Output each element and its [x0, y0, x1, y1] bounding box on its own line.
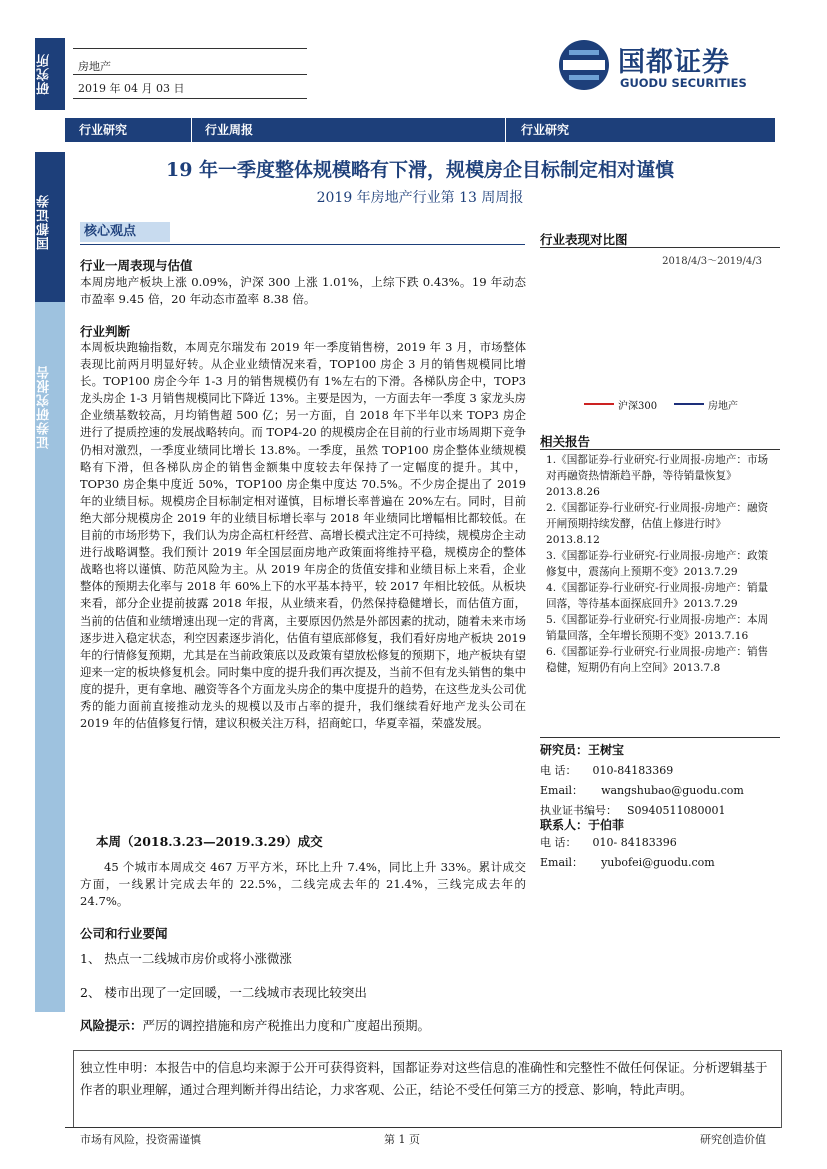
related-report-item: 4.《国都证券-行业研究-行业周报-房地产：销量回落，等待基本面探底回升》2013.7.29 [546, 582, 769, 610]
category-research-right: 行业研究 [521, 123, 570, 137]
side-strip-top [35, 38, 65, 110]
header-date: 2019 年 04 月 03 日 [78, 82, 185, 95]
report-subtitle: 2019 年房地产行业第 13 周周报 [316, 190, 524, 206]
chart-legend [584, 397, 744, 411]
news-item: 1、 热点一二线城市房价或将小涨微涨 [80, 951, 292, 966]
comparison-heading: 行业表现对比图 [540, 232, 628, 247]
judgment-heading: 行业判断 [80, 324, 131, 339]
related-report-item: 2.《国都证券-行业研究-行业周报-房地产：融资开闸预期持续发酵，估值上修进行时》2013.8.12 [546, 502, 769, 546]
header-rule-top [73, 48, 307, 49]
footer-rule [65, 1127, 780, 1128]
disclaimer-box [73, 1050, 782, 1128]
side-strip-bottom [35, 302, 65, 1012]
analyst-rule [540, 737, 780, 738]
risk-text: 严厉的调控措施和房产税推出力度和广度超出预期。 [142, 1018, 431, 1033]
related-report-list [546, 452, 778, 676]
logo-cn: 国都证券 [618, 47, 730, 78]
side-strip-top-label: 研究所 [37, 53, 52, 95]
legend-label-hs300: 沪深300 [618, 401, 658, 412]
legend-swatch-hs300 [584, 403, 614, 405]
comparison-rule [540, 247, 780, 248]
logo-en: GUODU SECURITIES [620, 76, 747, 90]
analyst-email-label: Email： [540, 784, 584, 797]
analyst-cert-label: 执业证书编号： [540, 804, 617, 817]
side-strip-bottom-label: 证券研究报告 [37, 365, 52, 449]
header-rule-bottom [73, 98, 307, 99]
comparison-chart-area [540, 268, 780, 393]
analyst-label: 研究员：王树宝 [540, 743, 625, 757]
side-strip-middle-label: 国都证券 [37, 194, 52, 250]
transactions-heading: 本周（2018.3.23—2019.3.29）成交 [96, 834, 323, 849]
disclaimer-text: 独立性申明：本报告中的信息均来源于公开可获得资料，国都证券对这些信息的准确性和完整性不做任何保证。分析逻辑基于作者的职业理解，通过合理判断并得出结论，力求客观、公正，结论不受任何第三方的授意、影响，特此声明。 [80, 1060, 768, 1097]
news-heading: 公司和行业要闻 [80, 926, 168, 941]
category-research: 行业研究 [79, 123, 128, 137]
core-view-rule [80, 244, 525, 245]
contact-email: yubofei@guodu.com [601, 856, 715, 869]
legend-label-realestate: 房地产 [708, 401, 738, 412]
related-report-item: 5.《国都证券-行业研究-行业周报-房地产：本周销量回落，全年增长预期不变》2013.7.16 [546, 614, 769, 642]
contact-email-label: Email： [540, 856, 584, 869]
footer-page: 第 1 页 [384, 1133, 420, 1146]
guodu-logo-icon [557, 38, 611, 92]
side-strip-middle [35, 152, 65, 302]
weekly-perf-heading: 行业一周表现与估值 [80, 258, 193, 273]
category-divider [191, 118, 192, 142]
analyst-details [540, 761, 780, 821]
core-view-label: 核心观点 [80, 222, 170, 242]
contact-phone: 010- 84183396 [592, 836, 677, 849]
footer-right: 研究创造价值 [700, 1133, 766, 1146]
analyst-email: wangshubao@guodu.com [601, 784, 744, 797]
analyst-cert: S0940511080001 [627, 804, 726, 817]
related-report-item: 6.《国都证券-行业研究-行业周报-房地产：销售稳健，短期仍有向上空间》2013.7.8 [546, 646, 769, 674]
category-bar [65, 118, 775, 142]
legend-swatch-realestate [674, 403, 704, 405]
chart-date-range: 2018/4/3～2019/4/3 [662, 256, 762, 267]
category-weekly: 行业周报 [205, 123, 254, 137]
analyst-phone-label: 电 话： [540, 764, 577, 777]
category-divider [505, 118, 506, 142]
risk-label: 风险提示： [80, 1018, 143, 1033]
risk-line [80, 1016, 430, 1034]
header-sector: 房地产 [78, 60, 111, 73]
contact-details [540, 833, 780, 873]
contact-phone-label: 电 话： [540, 836, 577, 849]
related-heading: 相关报告 [540, 434, 591, 449]
header-rule-middle [73, 74, 307, 75]
footer-left: 市场有风险，投资需谨慎 [80, 1133, 201, 1146]
related-report-item: 3.《国都证券-行业研究-行业周报-房地产：政策修复中，震荡向上预期不变》2013.7.29 [546, 550, 769, 578]
analyst-phone: 010-84183369 [592, 764, 674, 777]
judgment-text: 本周板块跑输指数，本周克尔瑞发布 2019 年一季度销售榜，2019 年 3 月，市场整体表现比前两月明显好转。从企业业绩情况来看，TOP100 房企 3 月的销售规模同比增长。TOP100 房企今年 1-3 月的销售规模仍有 1%左右的下滑。各梯队房企中，TOP3 龙头房企 1-3 月销售规模同比下降近 13%。主要是因为，一方面去年一季度 3 家龙头房企业绩基数较高，月均销售超 500 亿；另一方面，自 2018 年下半年以来 TOP3 房企进行了提质控速的发展战略转向。而 TOP4-20 的规模房企在目前的行业市场周期下竞争仍相对激烈，一季度业绩同比增长 13.8%。一季度，虽然 TOP100 房企整体业绩规模略有下滑，但各梯队房企的销售金额集中度较去年保持了一定幅度的提升。其中，TOP30 房企集中度近 50%，TOP100 房企集中度达 70.5%。不少房企提出了 2019 年的业绩目标。规模房企目标制定相对谨慎，目标增长率普遍在 20%左右。同时，目前绝大部分规模房企 2019 年的业绩目标增长率与 2018 年业绩同比增幅相比都较低。在目前的市场形势下，我们认为房企高杠杆经营、高增长模式注定不可持续，规模房企主动进行战略调整。我们预计 2019 年全国层面房地产政策面将维持平稳，规模房企的整体战略也将以谨慎、防范风险为主。从 2019 年房企的货值安排和业绩目标上来看，企业整体的预期去化率与 2018 年 60%上下的水平基本持平，较 2017 年相比较低。从板块来看，部分企业提前披露 2018 年报，从业绩来看，仍然保持稳健增长，而估值方面，当前的估值和业绩增速出现一定的背离，主要原因仍然是外部因素的扰动，随着未来市场逐步进入稳定状态，利空因素逐步消化，估值有望底部修复，我们看好房地产板块 2019 年的行情修复预期，尤其是在当前政策底以及政策有望放松修复的预期下，地产板块有望迎来一定的板块修复机会。同时集中度的提升我们再次提及，当前不但有龙头销售的集中度的提升，更有拿地、融资等各个方面龙头房企的集中度提升的趋势，在这些龙头公司优秀的能力面前直接推动龙头的规模以及市占率的提升，我们继续看好地产龙头公司在 2019 年的估值修复行情，建议积极关注万科，招商蛇口，华夏幸福，荣盛发展。 [80, 340, 526, 731]
contact-label: 联系人：于伯菲 [540, 818, 625, 832]
transactions-text: 45 个城市本周成交 467 万平方米，环比上升 7.4%，同比上升 33%。累计成交方面，一线累计完成去年的 22.5%，二线完成去年的 21.4%，三线完成去年的 24.7%。 [80, 860, 526, 908]
weekly-perf-text: 本周房地产板块上涨 0.09%，沪深 300 上涨 1.01%，上综下跌 0.43%。19 年动态市盈率 9.45 倍，20 年动态市盈率 8.38 倍。 [80, 275, 526, 306]
related-rule [540, 449, 780, 450]
report-title: 19 年一季度整体规模略有下滑，规模房企目标制定相对谨慎 [165, 159, 675, 181]
related-report-item: 1.《国都证券-行业研究-行业周报-房地产：市场对再融资热情渐趋平静，等待销量恢复》2013.8.26 [546, 454, 769, 498]
news-item: 2、 楼市出现了一定回暖，一二线城市表现比较突出 [80, 985, 367, 1000]
